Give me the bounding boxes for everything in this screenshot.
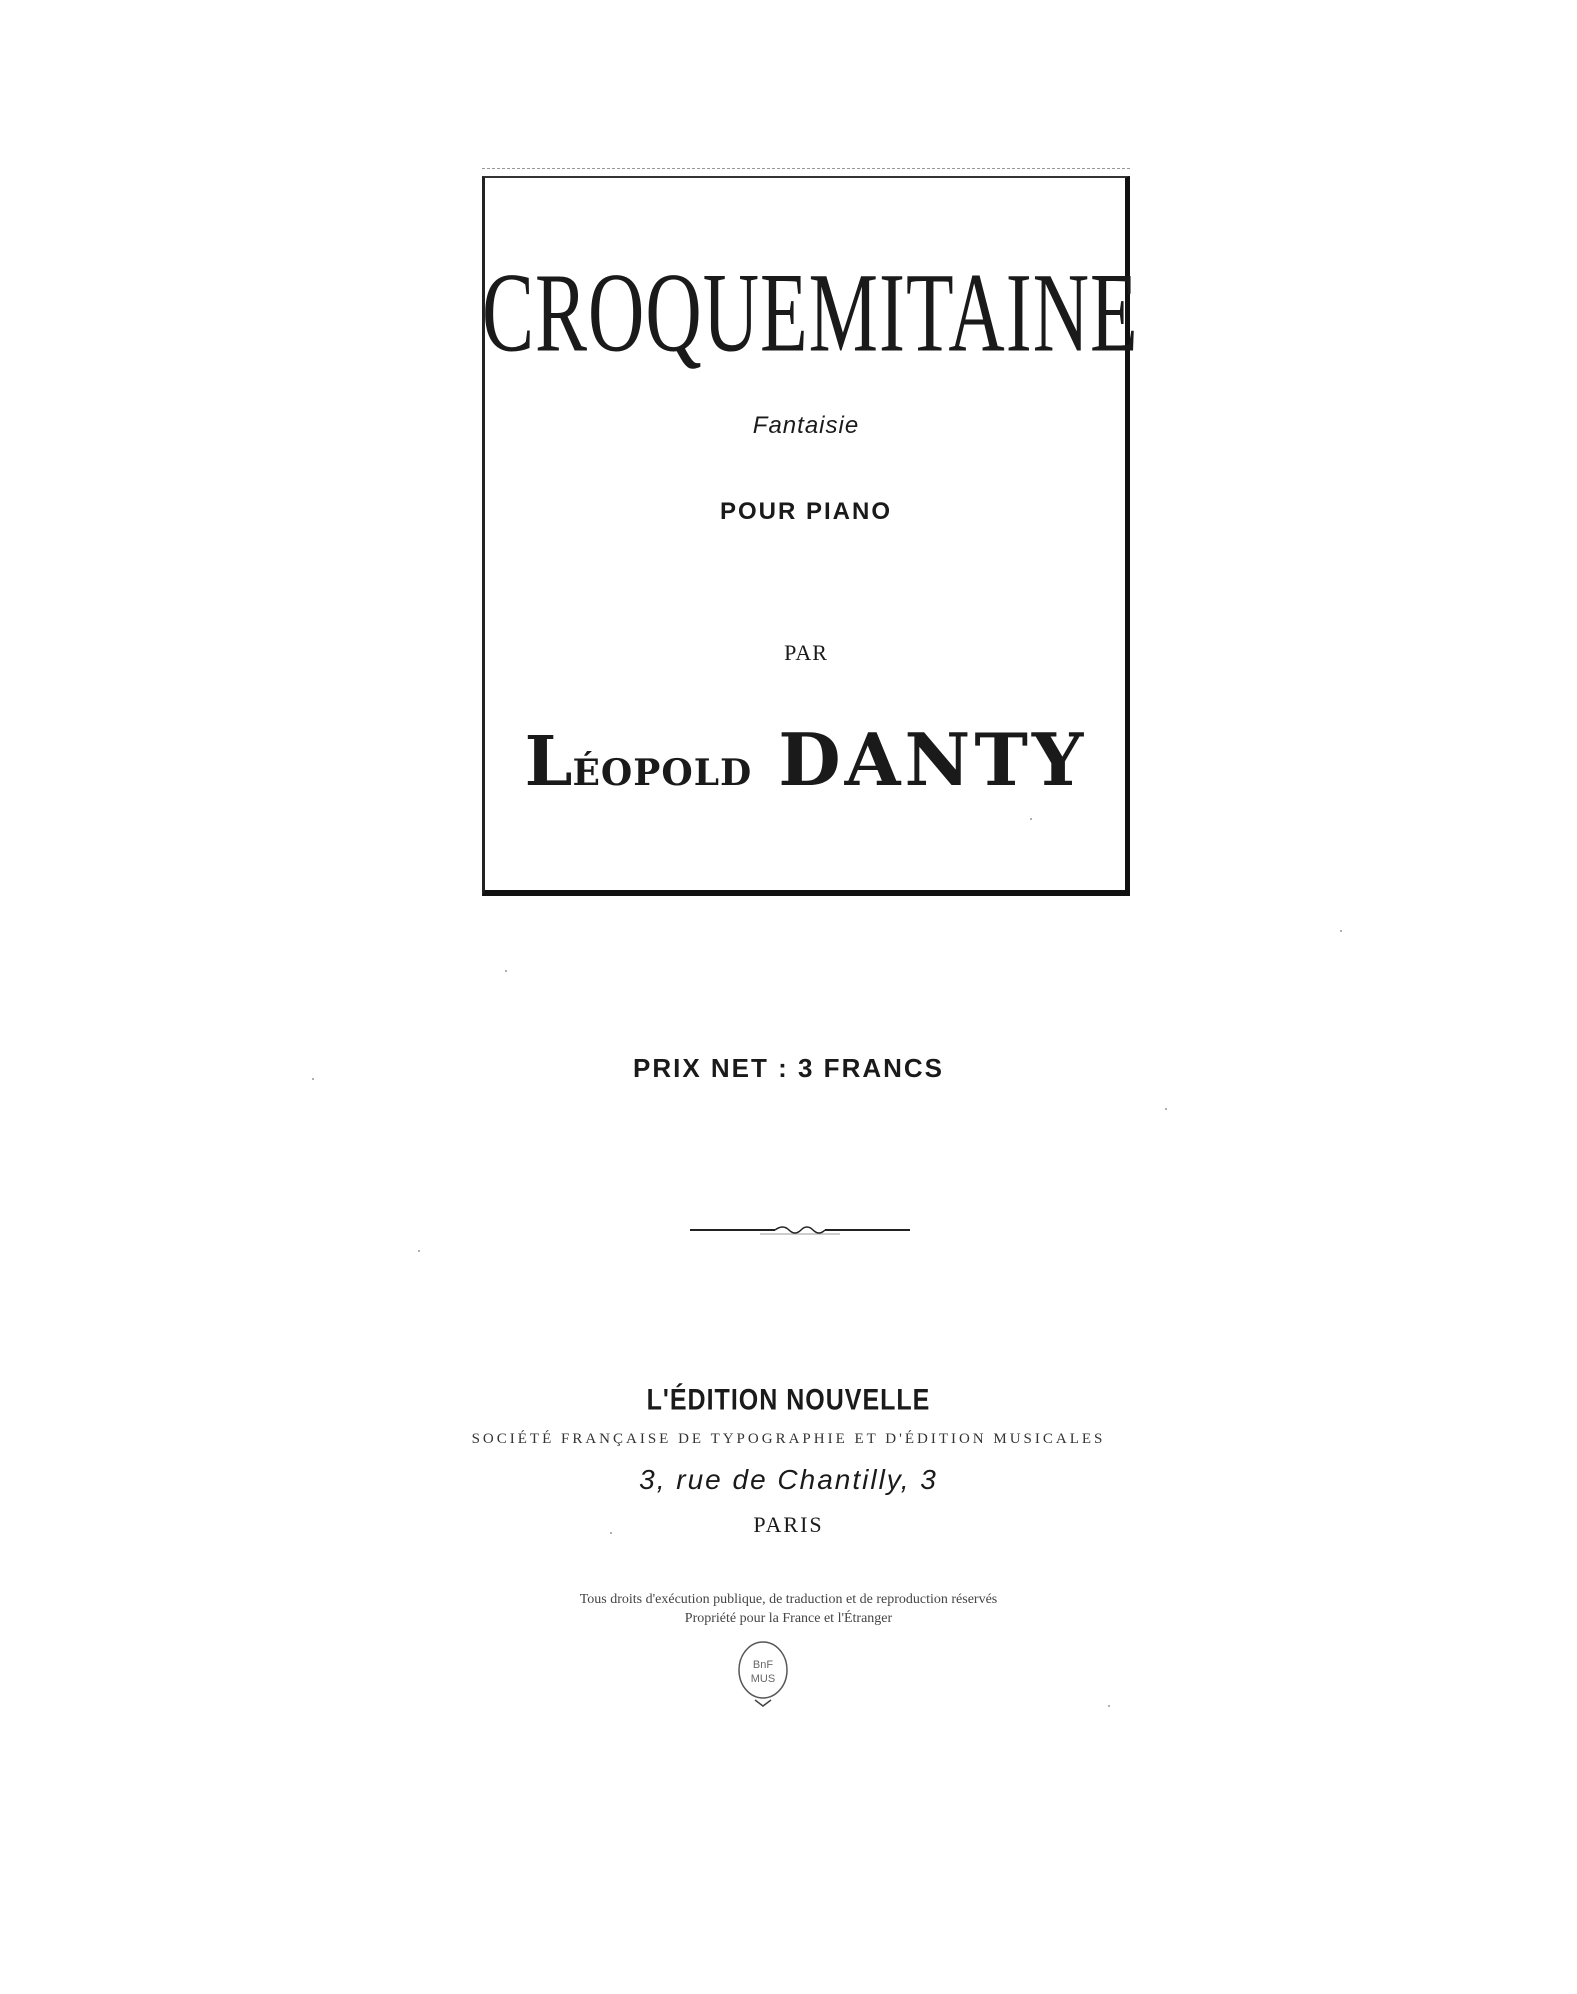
rights-line-1: Tous droits d'exécution publique, de traduction et de reproduction réservés: [579, 1592, 998, 1607]
ornament-divider: [690, 1222, 910, 1238]
publisher-city: PARIS: [753, 1512, 824, 1537]
publisher-name: L'ÉDITION NOUVELLE: [646, 1383, 931, 1417]
paper-speck: [312, 1078, 314, 1080]
publisher-society: SOCIÉTÉ FRANÇAISE DE TYPOGRAPHIE ET D'ÉDITION MUSICALES: [471, 1431, 1106, 1447]
paper-speck: [1165, 1108, 1167, 1110]
library-stamp-icon: [733, 1638, 793, 1710]
composer-first-name: ÉOPOLD: [572, 752, 753, 794]
paper-speck: [505, 970, 507, 972]
stamp-text-top: BnF: [752, 1659, 774, 1671]
stamp-text-bottom: MUS: [750, 1673, 776, 1685]
work-subtitle: Fantaisie: [752, 412, 860, 439]
instrumentation: POUR PIANO: [719, 498, 892, 525]
publisher-address: 3, rue de Chantilly, 3: [639, 1464, 938, 1495]
rights-line-2: Propriété pour la France et l'Étranger: [684, 1611, 893, 1626]
paper-speck: [610, 1532, 612, 1534]
paper-speck: [1340, 930, 1342, 932]
paper-speck: [418, 1250, 420, 1252]
rights-notice: [0, 1590, 1577, 1628]
composer-last-name: DANTY: [778, 717, 1088, 802]
frame-top-rule: [482, 168, 1130, 169]
composer-first-initial: L: [524, 722, 573, 802]
by-label: PAR: [784, 640, 828, 665]
work-title: CROQUEMITAINE: [482, 248, 1139, 375]
paper-speck: [1030, 818, 1032, 820]
composer-name: [482, 717, 1130, 802]
price-label: PRIX NET : 3 FRANCS: [632, 1053, 945, 1083]
paper-speck: [1108, 1705, 1110, 1707]
